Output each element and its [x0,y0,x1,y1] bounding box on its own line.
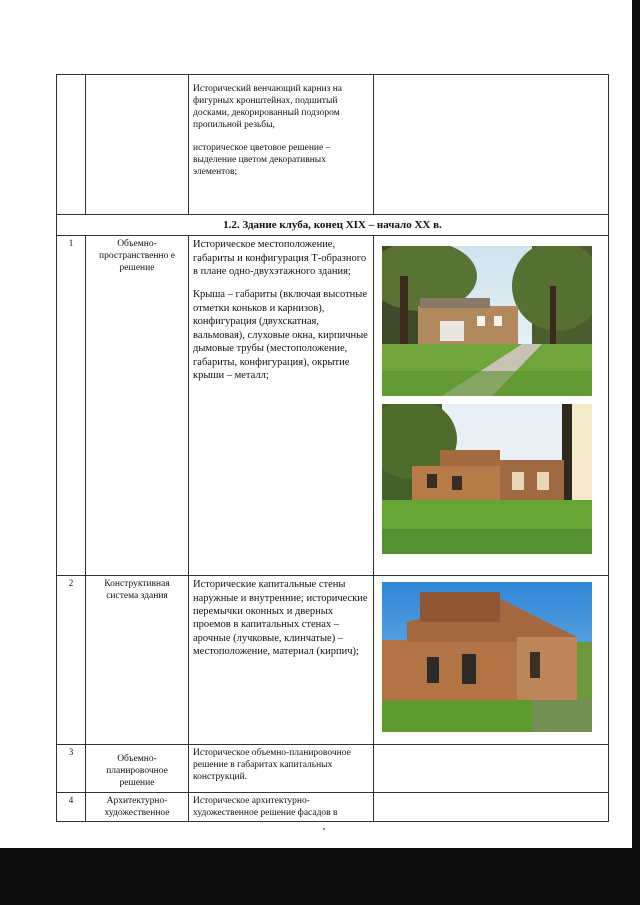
row-photo-cell [374,75,609,215]
description-paragraph: Исторический венчающий карниз на фигурных кронштейнах, подшитый досками, декорированный подзором пропильной резьбы, [193,84,343,131]
club-building-photo-side [382,404,592,554]
row-name: Архитектурно-художественное [86,793,189,822]
section-heading-row [57,215,609,236]
row-description [189,75,374,215]
description-paragraph: Крыша – габариты (включая высотные отметки коньков и карнизов), конфигурация (двухскатная, вальмовая), слуховые окна, кирпичные дымовые трубы (местоположение, габариты, конфигурация), окрытие крыши – металл; [193,289,368,382]
scan-edge-right [632,0,640,905]
description-paragraph: Историческое объемно-планировочное решение в габаритах капитальных конструкций. [193,748,351,783]
row-name: Конструктивная система здания [86,576,189,745]
row-name [86,75,189,215]
row-name: Объемно-планировочное решение [86,745,189,793]
row-description [189,745,374,793]
row-description [189,576,374,745]
row-photo-cell [374,236,609,576]
table-row [57,576,609,745]
row-description [189,793,374,822]
row-photo-cell [374,576,609,745]
row-number: 2 [57,576,86,745]
protection-table [56,74,609,822]
table-row [57,75,609,215]
club-building-photo-front [382,246,592,396]
club-building-photo-brick [382,582,592,732]
row-number: 1 [57,236,86,576]
description-paragraph: Историческое местоположение, габариты и конфигурация Т-образного в плане одно-двухэтажного здания; [193,239,367,277]
row-name: Объемно-пространственно е решение [86,236,189,576]
row-number [57,75,86,215]
row-description [189,236,374,576]
row-number: 3 [57,745,86,793]
row-photo-cell [374,745,609,793]
description-paragraph: Историческое архитектурно-художественное решение фасадов в [193,796,338,819]
scan-edge-bottom [0,848,640,905]
row-number: 4 [57,793,86,822]
description-paragraph: историческое цветовое решение – выделение цветом декоративных элементов; [193,142,331,177]
row-photo-cell [374,793,609,822]
scan-speck [323,828,325,830]
description-paragraph: Исторические капитальные стены наружные и внутренние; исторические перемычки оконных и дверных проемов в капитальных стенах – арочные (лучковые, клинчатые) – местоположение, материал (кирпич); [193,579,368,658]
section-heading: 1.2. Здание клуба, конец XIX – начало XX в. [57,215,609,236]
table-row [57,745,609,793]
table-row [57,236,609,576]
table-row [57,793,609,822]
